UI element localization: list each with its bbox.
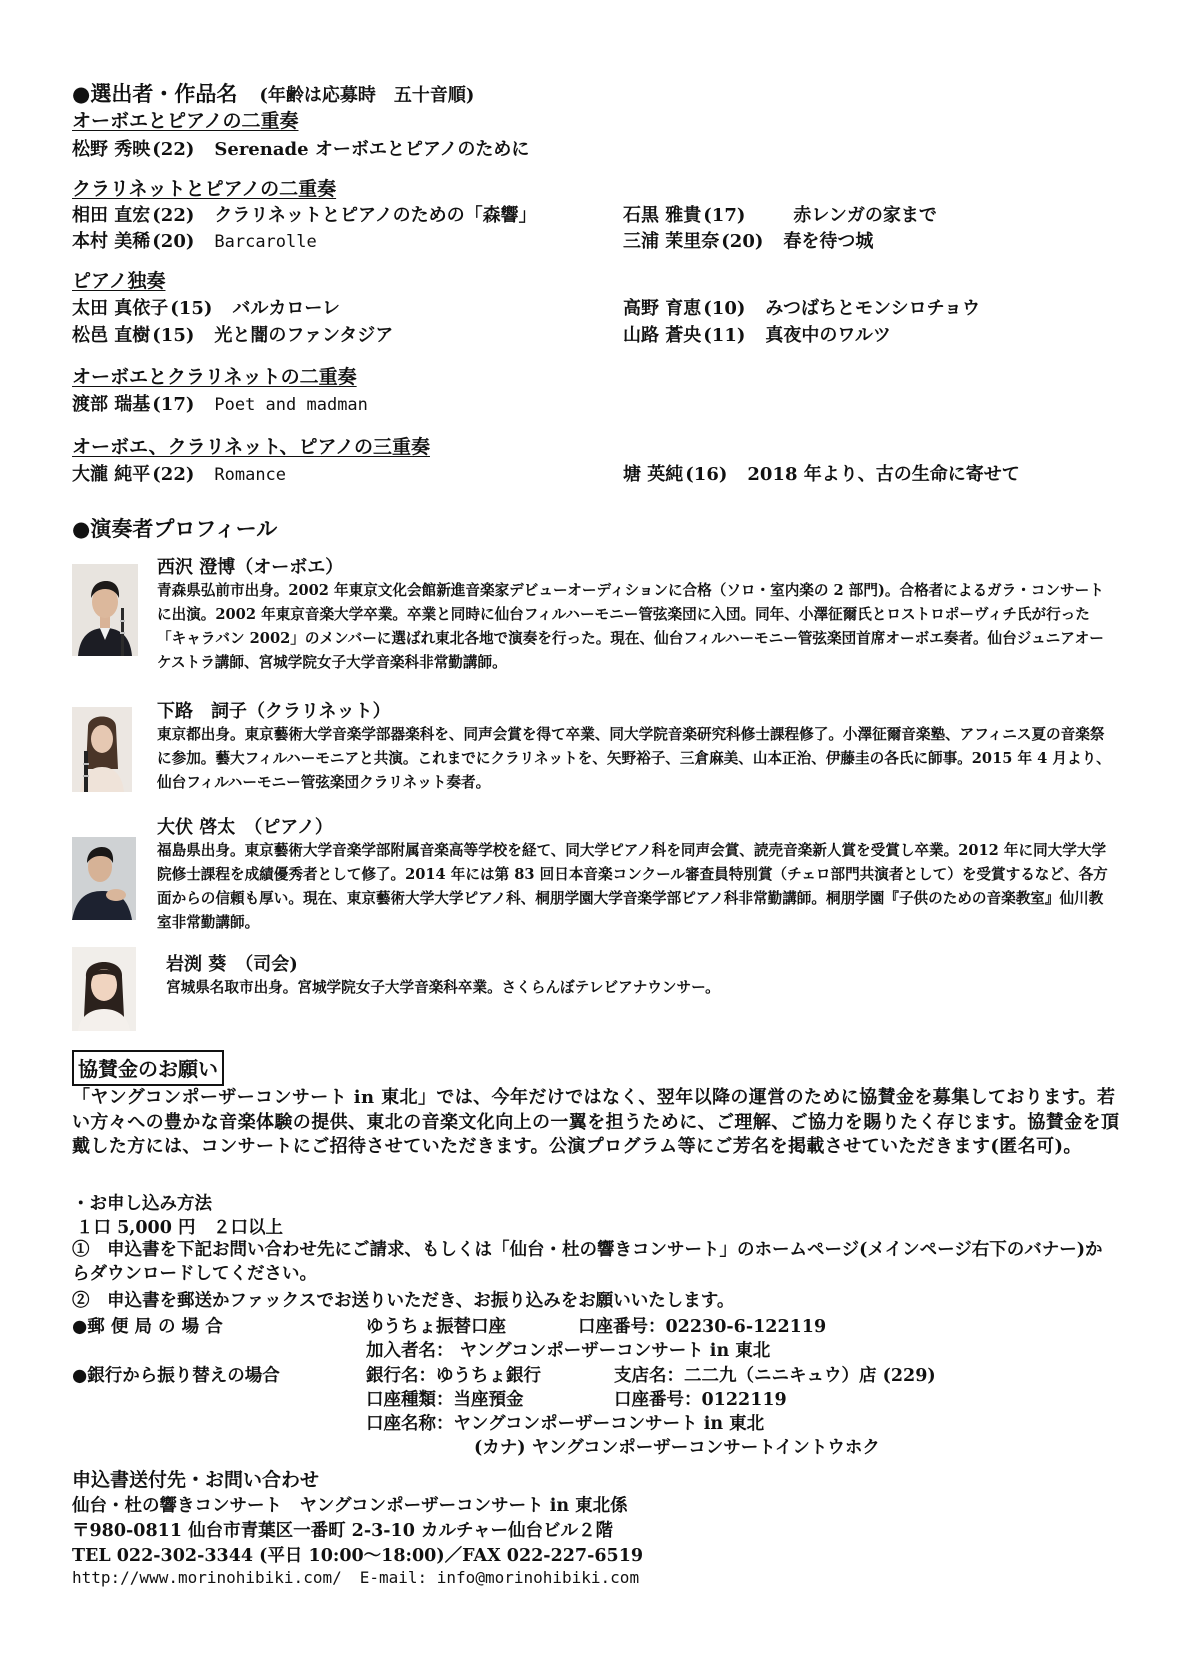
work-title: 光と闇のファンタジア (214, 325, 394, 346)
profile-bio: 福島県出身。東京藝術大学音楽学部附属音楽高等学校を経て、同大学ピアノ科を同声会賞、読売音楽新人賞を受賞し卒業。2012 年に同大学大学院修士課程を成績優秀者として修了。2014 年には第 83 回日本音楽コンクール審査員特別賞（チェロ部門共演者として）を受賞するなど、各方面からの信頼も厚い。現在、東京藝術大学大学ピアノ科、桐朋学園大学音楽学部ピアノ科非常勤講師。桐朋学園『子供のための音楽教室』仙川教室非常勤講師。 (157, 842, 1108, 931)
category-title: オーボエとピアノの二重奏 (72, 110, 299, 132)
composer-age: (17) (152, 394, 195, 415)
composer-name: 太田 真依子 (72, 298, 169, 319)
person-portrait-icon (72, 564, 138, 656)
entry-row (72, 227, 317, 253)
postal-label: ●郵 便 局 の 場 合 (72, 1317, 223, 1337)
work-title: クラリネットとピアノのための「森響」 (214, 205, 537, 226)
composer-name: 松邑 直樹 (72, 325, 151, 346)
bank-label: ●銀行から振り替えの場合 (72, 1366, 280, 1386)
category-title: クラリネットとピアノの二重奏 (72, 178, 337, 200)
application-step-1-text: ① 申込書を下記お問い合わせ先にご請求、もしくは「仙台・杜の響きコンサート」のホームページ(メインページ右下のバナー)からダウンロードしてください。 (72, 1240, 1103, 1284)
contact-org: 仙台・杜の響きコンサート ヤングコンポーザーコンサート in 東北係 (72, 1496, 628, 1516)
entry-row (623, 321, 891, 347)
postal-holder: 加入者名： ヤングコンポーザーコンサート in 東北 (366, 1341, 771, 1361)
entry-row (623, 294, 980, 320)
selection-heading-text: ●選出者・作品名 (72, 81, 238, 106)
work-title: Romance (214, 465, 287, 485)
bank-name: 銀行名：ゆうちょ銀行 (366, 1366, 541, 1386)
entry-row (72, 201, 537, 227)
sponsorship-text: 「ヤングコンポーザーコンサート in 東北」では、今年だけではなく、翌年以降の運営のために協賛金を募集しております。若い方々への豊かな音楽体験の提供、東北の音楽文化向上の一翼を担うために、ご理解、ご協力を賜りたく存じます。協賛金を頂戴した方には、コンサートにご招待させていただきます。公演プログラム等にご芳名を掲載させていただきます(匿名可)。 (72, 1087, 1120, 1157)
bank-number: 口座番号：0122119 (614, 1390, 787, 1410)
entry-row (72, 460, 286, 486)
postal-number: 口座番号：02230-6-122119 (578, 1317, 827, 1337)
composer-name: 石黒 雅貴 (623, 205, 702, 226)
category-title: オーボエ、クラリネット、ピアノの三重奏 (72, 436, 430, 458)
entry-row (623, 460, 1020, 486)
profile-name: 下路 詞子（クラリネット） (157, 701, 391, 722)
composer-age: (15) (152, 325, 195, 346)
composer-age: (22) (152, 205, 195, 226)
bank-holder: 口座名称：ヤングコンポーザーコンサート in 東北 (366, 1414, 765, 1434)
work-title: 真夜中のワルツ (765, 325, 891, 346)
bank-type: 口座種類：当座預金 (366, 1390, 524, 1410)
website-link[interactable]: http://www.morinohibiki.com/ (72, 1568, 342, 1587)
profile-photo (72, 564, 138, 656)
composer-name: 相田 直宏 (72, 205, 151, 226)
composer-age: (15) (170, 298, 213, 319)
person-portrait-icon (72, 947, 136, 1031)
work-title: バルカローレ (232, 298, 341, 319)
composer-age: (22) (152, 139, 195, 160)
composer-name: 渡部 瑞基 (72, 394, 151, 415)
composer-age: (22) (152, 464, 195, 485)
composer-age: (16) (685, 464, 728, 485)
composer-name: 山路 蒼央 (623, 325, 702, 346)
profile-bio: 宮城県名取市出身。宮城学院女子大学音楽科卒業。さくらんぼテレビアナウンサー。 (166, 979, 720, 996)
contact-heading: 申込書送付先・お問い合わせ (72, 1469, 320, 1491)
composer-name: 松野 秀映 (72, 139, 151, 160)
profile-bio: 青森県弘前市出身。2002 年東京文化会館新進音楽家デビューオーディションに合格（ソロ・室内楽の 2 部門)。合格者によるガラ・コンサートに出演。2002 年東京音楽大学卒業。卒業と同時に仙台フィルハーモニー管弦楽団に入団。同年、小澤征爾氏とロストロポーヴィチ氏が行った「キャラバン 2002」のメンバーに選ばれ東北各地で演奏を行った。現在、仙台フィルハーモニー管弦楽団首席オーボエ奏者。仙台ジュニアオーケストラ講師、宮城学院女子大学音楽科非常勤講師。 (157, 582, 1104, 671)
application-price: １口 5,000 円 ２口以上 (76, 1218, 283, 1238)
profile-name: 大伏 啓太 （ピアノ） (157, 817, 333, 838)
work-title: Poet and madman (214, 395, 368, 415)
entry-row (72, 390, 368, 416)
entry-row (623, 227, 873, 253)
bank-kana: (カナ) ヤングコンポーザーコンサートイントウホク (474, 1438, 880, 1458)
profile-bio: 東京都出身。東京藝術大学音楽学部器楽科を、同声会賞を得て卒業、同大学院音楽研究科修士課程修了。小澤征爾音楽塾、アフィニス夏の音楽祭に参加。藝大フィルハーモニアと共演。これまでにクラリネットを、矢野裕子、三倉麻美、山本正治、伊藤圭の各氏に師事。2015 年 4 月より、仙台フィルハーモニー管弦楽団クラリネット奏者。 (157, 726, 1111, 791)
composer-name: 高野 育恵 (623, 298, 702, 319)
composer-age: (17) (703, 205, 746, 226)
composer-name: 三浦 茉里奈 (623, 231, 720, 252)
bank-branch: 支店名：二二九（ニニキュウ）店 (229) (614, 1366, 936, 1386)
work-title: 2018 年より、古の生命に寄せて (747, 464, 1020, 485)
email-link[interactable]: E-mail: info@morinohibiki.com (359, 1568, 640, 1587)
contact-phone: TEL 022-302-3344 (平日 10:00～18:00)／FAX 022-227-6519 (72, 1546, 644, 1566)
composer-name: 塘 英純 (623, 464, 684, 485)
work-title: Barcarolle (214, 232, 317, 252)
selection-note: (年齢は応募時 五十音順) (259, 85, 475, 106)
entry-row (72, 135, 529, 161)
category-title: オーボエとクラリネットの二重奏 (72, 366, 357, 388)
application-heading: ・お申し込み方法 (72, 1194, 212, 1214)
contact-address: 〒980-0811 仙台市青葉区一番町 2-3-10 カルチャー仙台ビル２階 (72, 1521, 613, 1541)
postal-account: ゆうちょ振替口座 (366, 1317, 506, 1337)
work-title: 春を待つ城 (783, 231, 874, 252)
profile-photo (72, 707, 132, 792)
composer-age: (20) (152, 231, 195, 252)
person-portrait-icon (72, 707, 132, 792)
profile-photo (72, 837, 136, 920)
category-title: ピアノ独奏 (72, 270, 166, 292)
entry-row (623, 201, 937, 227)
application-step-1 (72, 1238, 1112, 1286)
entry-row (72, 321, 393, 347)
entry-row (72, 294, 340, 320)
person-portrait-icon (72, 837, 136, 920)
work-title: 赤レンガの家まで (793, 205, 937, 226)
composer-age: (10) (703, 298, 746, 319)
profile-name: 西沢 澄博（オーボエ） (157, 557, 344, 578)
profile-name: 岩渕 葵 （司会) (166, 954, 298, 975)
profiles-heading: ●演奏者プロフィール (72, 516, 278, 541)
composer-name: 大瀧 純平 (72, 464, 151, 485)
sponsorship-title: 協賛金のお願い (72, 1050, 224, 1086)
application-step-2: ② 申込書を郵送かファックスでお送りいただき、お振り込みをお願いいたします。 (72, 1291, 735, 1311)
contact-links (72, 1568, 639, 1587)
composer-age: (11) (703, 325, 746, 346)
profile-photo (72, 947, 136, 1031)
work-title: みつばちとモンシロチョウ (765, 298, 981, 319)
composer-name: 本村 美稀 (72, 231, 151, 252)
selection-heading (72, 78, 474, 108)
composer-age: (20) (721, 231, 764, 252)
work-title: Serenade オーボエとピアノのために (214, 139, 530, 160)
